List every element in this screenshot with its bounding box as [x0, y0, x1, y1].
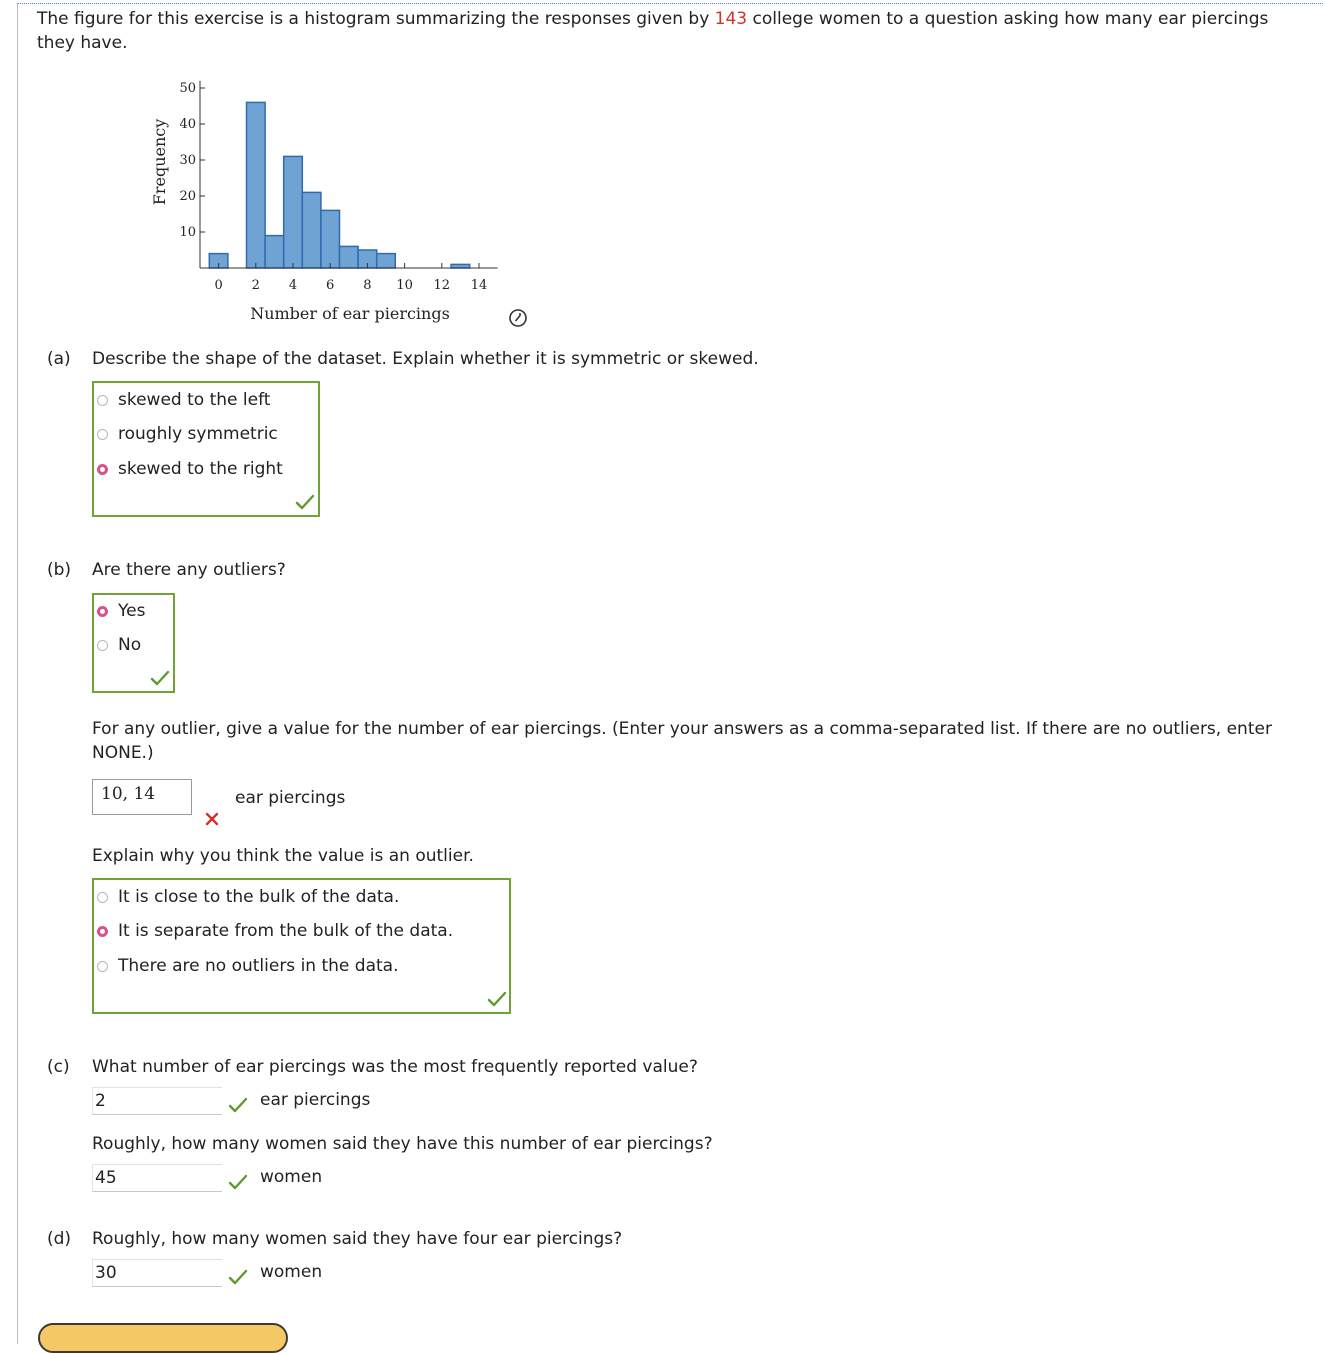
four-piercings-input[interactable]: 30	[92, 1259, 222, 1287]
x-tick-label: 0	[214, 278, 223, 293]
part-c-question: What number of ear piercings was the most frequently reported value?	[92, 1057, 698, 1077]
radio-button[interactable]	[97, 640, 108, 651]
part-a-option-symmetric[interactable]: roughly symmetric	[117, 422, 278, 446]
part-d-label: (d)	[47, 1229, 72, 1249]
y-tick-label: 40	[179, 117, 196, 132]
part-c-followup: Roughly, how many women said they have this number of ear piercings?	[92, 1134, 713, 1154]
response-count: 143	[714, 9, 748, 29]
explain-prompt: Explain why you think the value is an outlier.	[92, 846, 474, 866]
histogram-bar	[284, 156, 303, 268]
part-b-label: (b)	[47, 560, 72, 580]
y-tick-label: 50	[179, 81, 196, 96]
outlier-unit: ear piercings	[235, 788, 346, 808]
radio-button-selected[interactable]	[97, 464, 108, 475]
histogram-bar	[340, 246, 359, 268]
most-frequent-input[interactable]: 2	[92, 1087, 222, 1115]
explain-option-none[interactable]: There are no outliers in the data.	[117, 954, 398, 978]
four-piercings-unit: women	[260, 1262, 323, 1282]
radio-button-selected[interactable]	[97, 606, 108, 617]
explain-option-close[interactable]: It is close to the bulk of the data.	[117, 885, 399, 909]
outlier-prompt: For any outlier, give a value for the number of ear piercings. (Enter your answers as a comma-separated list. If there are no outliers, enter NONE.)	[92, 719, 1272, 763]
y-tick-label: 10	[179, 225, 196, 240]
exercise-prompt: The figure for this exercise is a histogram summarizing the responses given by 143 college women to a question asking how many ear piercings they have.	[37, 9, 1269, 53]
part-b-option-yes[interactable]: Yes	[117, 599, 145, 623]
part-b-question: Are there any outliers?	[92, 560, 286, 580]
women-count-unit: women	[260, 1167, 323, 1187]
part-a-label: (a)	[47, 349, 71, 369]
histogram-bar	[451, 264, 470, 268]
x-tick-label: 10	[396, 278, 413, 293]
most-frequent-unit: ear piercings	[260, 1090, 371, 1110]
radio-button[interactable]	[97, 395, 108, 406]
histogram-chart	[140, 70, 520, 330]
part-a-question: Describe the shape of the dataset. Explain whether it is symmetric or skewed.	[92, 349, 759, 369]
part-a-option-left[interactable]: skewed to the left	[117, 388, 270, 412]
y-tick-label: 30	[179, 153, 196, 168]
x-tick-label: 4	[288, 278, 298, 293]
part-c-label: (c)	[47, 1057, 70, 1077]
check-icon	[228, 1269, 248, 1285]
check-icon	[487, 991, 507, 1007]
radio-button[interactable]	[97, 892, 108, 903]
histogram-bar	[377, 254, 396, 268]
check-icon	[228, 1097, 248, 1113]
histogram-bar	[265, 236, 284, 268]
histogram-bar	[321, 210, 340, 268]
y-axis-label: Frequency	[150, 118, 169, 206]
radio-button[interactable]	[97, 961, 108, 972]
check-icon	[228, 1174, 248, 1190]
x-tick-label: 14	[470, 278, 488, 293]
histogram-bar	[302, 192, 321, 268]
check-icon	[295, 494, 315, 510]
check-icon	[150, 670, 170, 686]
x-tick-label: 12	[433, 278, 451, 293]
radio-button-selected[interactable]	[97, 926, 108, 937]
x-tick-label: 8	[363, 278, 372, 293]
radio-button[interactable]	[97, 429, 108, 440]
x-axis-label: Number of ear piercings	[250, 304, 450, 323]
part-a-option-right[interactable]: skewed to the right	[117, 457, 283, 481]
part-b-option-no[interactable]: No	[117, 633, 141, 657]
submit-button[interactable]	[38, 1323, 288, 1353]
cross-icon	[205, 812, 219, 826]
women-count-input[interactable]: 45	[92, 1164, 222, 1192]
histogram-bar	[247, 102, 266, 268]
y-tick-label: 20	[179, 189, 196, 204]
outlier-value-input[interactable]: 10, 14	[92, 779, 192, 815]
explain-option-separate[interactable]: It is separate from the bulk of the data.	[117, 919, 453, 943]
x-tick-label: 6	[326, 278, 335, 293]
x-tick-label: 2	[251, 278, 260, 293]
info-icon[interactable]	[508, 308, 528, 328]
part-d-question: Roughly, how many women said they have four ear piercings?	[92, 1229, 623, 1249]
